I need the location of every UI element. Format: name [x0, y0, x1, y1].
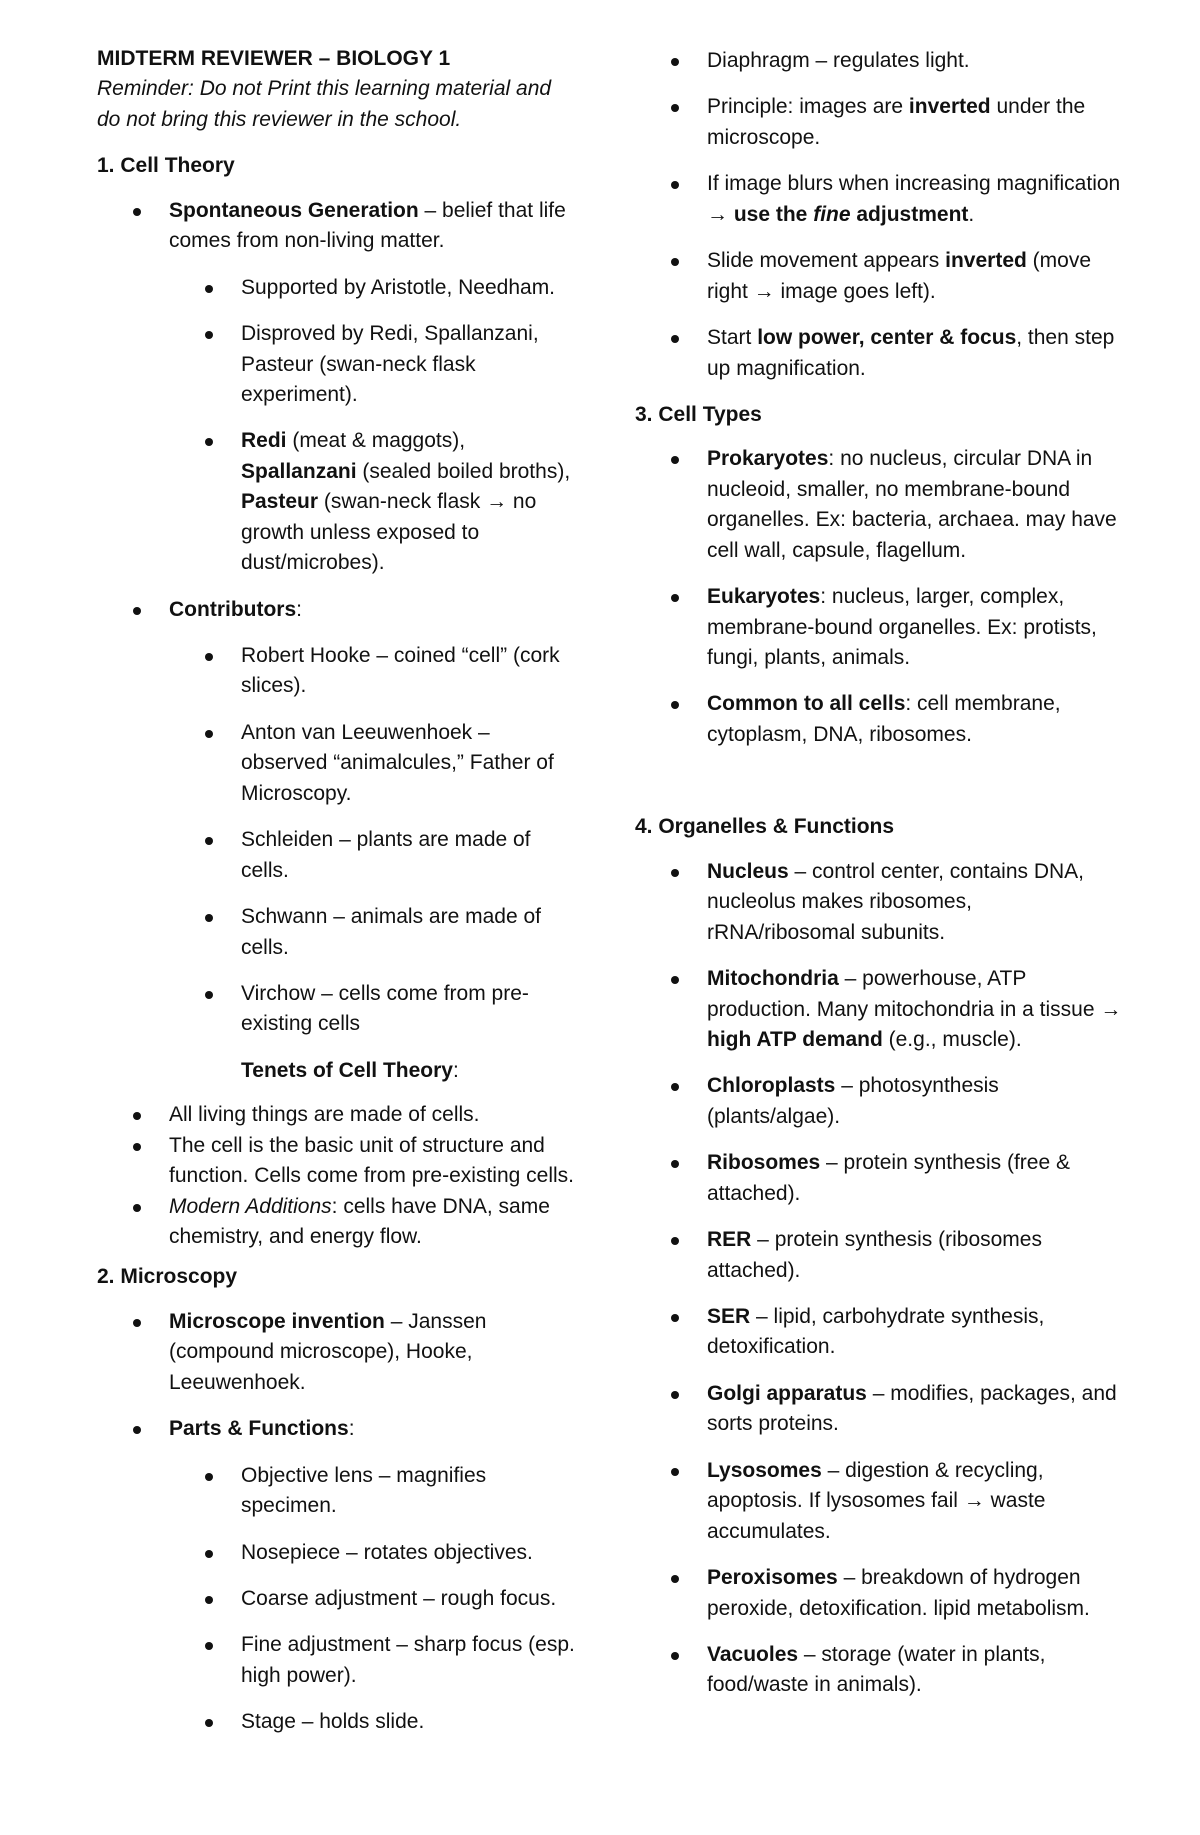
list-item: Virchow – cells come from pre-existing cells: [97, 979, 577, 1040]
list-item: [635, 964, 1125, 1055]
list-item: Robert Hooke – coined “cell” (cork slices).: [97, 641, 577, 702]
term-inverted: inverted: [945, 249, 1027, 273]
text-span: Slide movement appears: [707, 249, 946, 273]
text-span: If image blurs when increasing magnification: [707, 172, 1121, 196]
term-eukaryotes: Eukaryotes: [707, 585, 821, 609]
term-low-power: low power, center & focus: [757, 326, 1017, 350]
term-vacuoles: Vacuoles: [707, 1642, 799, 1666]
list-item: Fine adjustment – sharp focus (esp. high power).: [97, 1630, 577, 1691]
tenets-list: [97, 1100, 577, 1252]
text-span: under the microscope.: [707, 95, 1086, 149]
term-microscope-invention: Microscope invention: [169, 1309, 385, 1333]
list-item: Supported by Aristotle, Needham.: [97, 273, 577, 303]
list-item: [97, 1414, 577, 1444]
list-item: [635, 1071, 1125, 1132]
text-span: .: [968, 202, 975, 226]
term-use-fine: → use the: [707, 202, 814, 226]
list-item: [635, 689, 1125, 750]
tenets-heading: [97, 1056, 577, 1086]
list-item: Disproved by Redi, Spallanzani, Pasteur (swan-neck flask experiment).: [97, 319, 577, 410]
term-tenets: Tenets of Cell Theory: [241, 1058, 453, 1082]
term-parts-functions: Parts & Functions: [169, 1417, 349, 1441]
list-item: [635, 323, 1125, 384]
definition-text: (sealed boiled broths),: [356, 459, 571, 483]
list-item: [635, 1456, 1125, 1547]
definition-text: – storage (water in plants, food/waste in animals).: [707, 1642, 1046, 1697]
term-inverted: inverted: [908, 95, 991, 119]
list-item: [635, 444, 1125, 566]
list-item: [97, 1307, 577, 1398]
term-spallanzani: Spallanzani: [241, 459, 357, 483]
list-item: All living things are made of cells.: [97, 1100, 577, 1130]
definition-text: :: [348, 1417, 355, 1441]
definition-text: – protein synthesis (ribosomes attached).: [707, 1228, 1042, 1282]
definition-text: (swan-neck flask → no growth unless exposed to dust/microbes).: [241, 490, 537, 575]
definition-text: – protein synthesis (free & attached).: [707, 1151, 1070, 1205]
term-adjustment: adjustment: [850, 202, 969, 226]
list-item: Nosepiece – rotates objectives.: [97, 1538, 577, 1568]
list-item: [635, 1379, 1125, 1440]
contributors-list-header: [97, 595, 577, 625]
term-common-to-all: Common to all cells: [707, 692, 906, 716]
list-item: [635, 1302, 1125, 1363]
list-item: The cell is the basic unit of structure and function. Cells come from pre-existing cells.: [97, 1131, 577, 1192]
term-peroxisomes: Peroxisomes: [707, 1566, 838, 1590]
section-heading-cell-theory: 1. Cell Theory: [97, 154, 235, 178]
term-high-atp: → high ATP demand: [707, 997, 1122, 1051]
list-item: Diaphragm – regulates light.: [563, 46, 1125, 76]
list-item: [97, 426, 577, 578]
term-ribosomes: Ribosomes: [707, 1151, 821, 1175]
text-span: Principle: images are: [707, 95, 909, 119]
definition-text: : cell membrane, cytoplasm, DNA, ribosomes.: [707, 692, 1061, 746]
term-pasteur: Pasteur: [241, 490, 319, 514]
definition-text: – Janssen (compound microscope), Hooke, Leeuwenhoek.: [169, 1309, 487, 1394]
section-heading-organelles: 4. Organelles & Functions: [635, 815, 895, 839]
term-chloroplasts: Chloroplasts: [707, 1074, 836, 1098]
reminder-note: Reminder: Do not Print this learning material and do not bring this reviewer in the school.: [97, 77, 552, 131]
definition-text: – control center, contains DNA, nucleolus makes ribosomes, rRNA/ribosomal subunits.: [707, 859, 1085, 944]
parts-sublist-continued: [563, 46, 1125, 76]
list-item: [635, 169, 1125, 230]
list-item: [97, 1192, 577, 1253]
definition-text: (meat & maggots),: [286, 429, 466, 453]
list-item: [97, 595, 577, 625]
definition-text: :: [452, 1058, 459, 1082]
list-item: [635, 1225, 1125, 1286]
term-prokaryotes: Prokaryotes: [707, 447, 829, 471]
list-item: [635, 1640, 1125, 1701]
spontaneous-sublist: [97, 273, 577, 579]
definition-text: – belief that life comes from non-living matter.: [169, 198, 566, 253]
list-item: Anton van Leeuwenhoek – observed “animalcules,” Father of Microscopy.: [97, 718, 577, 809]
term-redi: Redi: [241, 429, 287, 453]
cell-theory-list: [97, 196, 577, 257]
section-heading-microscopy: 2. Microscopy: [97, 1265, 238, 1289]
definition-text: – digestion & recycling, apoptosis. If lysosomes fail → waste accumulates.: [707, 1458, 1046, 1543]
list-item: [635, 1148, 1125, 1209]
text-span: Start: [707, 326, 758, 350]
term-nucleus: Nucleus: [707, 859, 789, 883]
section-heading-cell-types: 3. Cell Types: [635, 402, 762, 426]
list-item: Schwann – animals are made of cells.: [97, 902, 577, 963]
text-span: , then step up magnification.: [707, 326, 1115, 380]
definition-text: – powerhouse, ATP production. Many mitochondria in a tissue: [707, 967, 1101, 1021]
list-item: [635, 582, 1125, 673]
term-ser: SER: [707, 1305, 751, 1328]
list-item: [635, 92, 1125, 153]
contributors-sublist: [97, 641, 577, 1040]
organelles-list: [635, 857, 1125, 1701]
list-item: [635, 246, 1125, 307]
right-column: [635, 46, 1125, 1717]
term-golgi: Golgi apparatus: [707, 1381, 867, 1405]
list-item: [635, 857, 1125, 948]
list-item: Coarse adjustment – rough focus.: [97, 1584, 577, 1614]
definition-text: : cells have DNA, same chemistry, and energy flow.: [169, 1194, 550, 1248]
list-item: [97, 196, 577, 257]
definition-text: : no nucleus, circular DNA in nucleoid, smaller, no membrane-bound organelles. Ex: bacteria, archaea. may have cell wall, capsule, flagellum.: [707, 447, 1117, 562]
term-modern-additions: Modern Additions: [169, 1194, 332, 1218]
term-fine: fine: [813, 202, 851, 226]
term-spontaneous-generation: Spontaneous Generation: [169, 198, 419, 222]
term-mitochondria: Mitochondria: [707, 967, 839, 991]
definition-text: – photosynthesis (plants/algae).: [707, 1074, 999, 1128]
definition-text: (e.g., muscle).: [882, 1027, 1022, 1051]
definition-text: : nucleus, larger, complex, membrane-bound organelles. Ex: protists, fungi, plants, animals.: [707, 585, 1097, 669]
microscopy-list: [97, 1307, 577, 1445]
term-contributors: Contributors: [169, 597, 297, 621]
definition-text: – lipid, carbohydrate synthesis, detoxification.: [707, 1305, 1045, 1359]
cell-types-list: [635, 444, 1125, 750]
list-item: Objective lens – magnifies specimen.: [97, 1461, 577, 1522]
left-column: [97, 44, 577, 1754]
microscopy-principles-list: [635, 92, 1125, 384]
definition-text: – modifies, packages, and sorts proteins.: [707, 1381, 1117, 1436]
term-rer: RER: [707, 1228, 752, 1252]
parts-sublist: [97, 1461, 577, 1738]
text-span: (move right → image goes left).: [707, 249, 1092, 303]
definition-text: – breakdown of hydrogen peroxide, detoxification. lipid metabolism.: [707, 1566, 1090, 1620]
list-item: Stage – holds slide.: [97, 1707, 577, 1737]
definition-text: :: [296, 597, 302, 621]
term-lysosomes: Lysosomes: [707, 1458, 822, 1482]
list-item: [635, 1563, 1125, 1624]
document-title: MIDTERM REVIEWER – BIOLOGY 1: [97, 47, 451, 70]
list-item: Schleiden – plants are made of cells.: [97, 825, 577, 886]
